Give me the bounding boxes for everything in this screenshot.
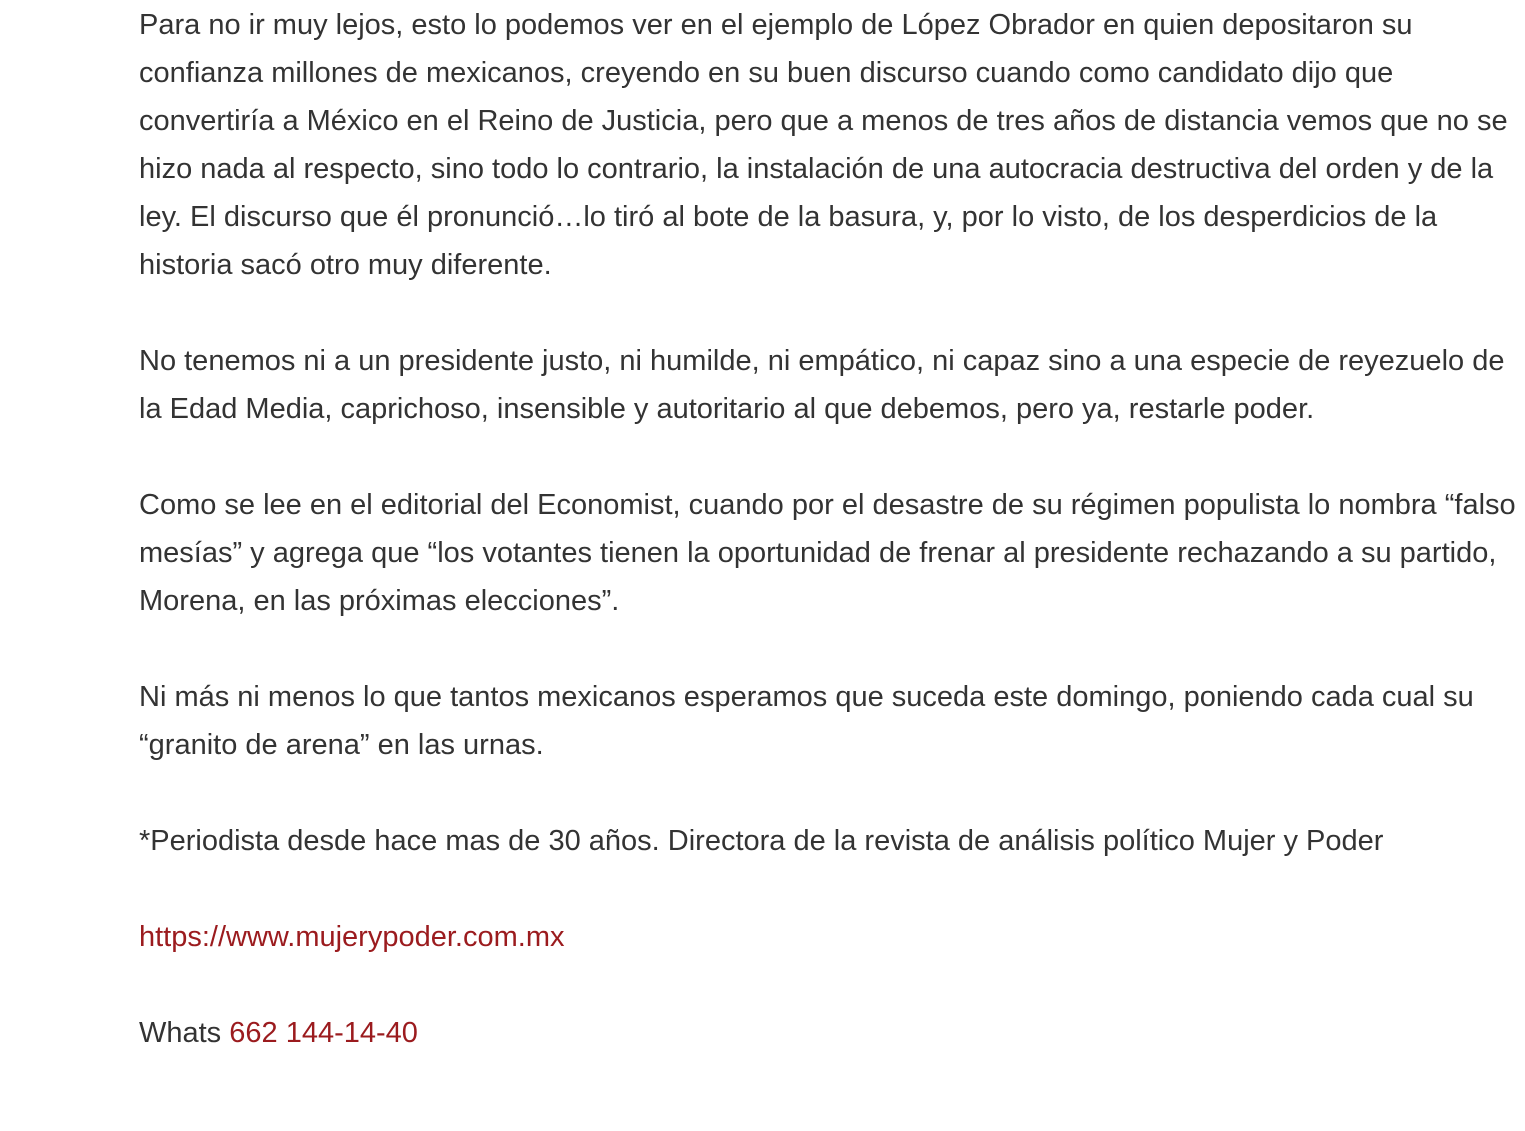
website-link[interactable]: https://www.mujerypoder.com.mx (139, 921, 565, 953)
paragraph-lopez-obrador: Para no ir muy lejos, esto lo podemos ver en el ejemplo de López Obrador en quien depositaron su confianza millones de mexicanos, creyendo en su buen discurso cuando como candidato dijo que convertiría a México en el Reino de Justicia, pero que a menos de tres años de distancia vemos que no se hizo nada al respecto, sino todo lo contrario, la instalación de una autocracia destructiva del orden y de la ley. El discurso que él pronunció…lo tiró al bote de la basura, y, por lo visto, de los desperdicios de la historia sacó otro muy diferente. (139, 9, 1508, 281)
paragraph-domingo: Ni más ni menos lo que tantos mexicanos esperamos que suceda este domingo, poniendo cada cual su “granito de arena” en las urnas. (139, 681, 1474, 761)
whats-paragraph (139, 1009, 1519, 1057)
article-body (139, 0, 1519, 1105)
website-paragraph (139, 913, 1519, 961)
whats-label: Whats (139, 1017, 230, 1049)
paragraph-economist: Como se lee en el editorial del Economist, cuando por el desastre de su régimen populista lo nombra “falso mesías” y agrega que “los votantes tienen la oportunidad de frenar al presidente rechazando a su partido, Morena, en las próximas elecciones”. (139, 489, 1516, 617)
whats-phone-link[interactable]: 662 144-14-40 (229, 1017, 418, 1049)
paragraph-presidente: No tenemos ni a un presidente justo, ni humilde, ni empático, ni capaz sino a una especie de reyezuelo de la Edad Media, caprichoso, insensible y autoritario al que debemos, pero ya, restarle poder. (139, 345, 1505, 425)
author-bio: *Periodista desde hace mas de 30 años. Directora de la revista de análisis político Mujer y Poder (139, 825, 1384, 857)
